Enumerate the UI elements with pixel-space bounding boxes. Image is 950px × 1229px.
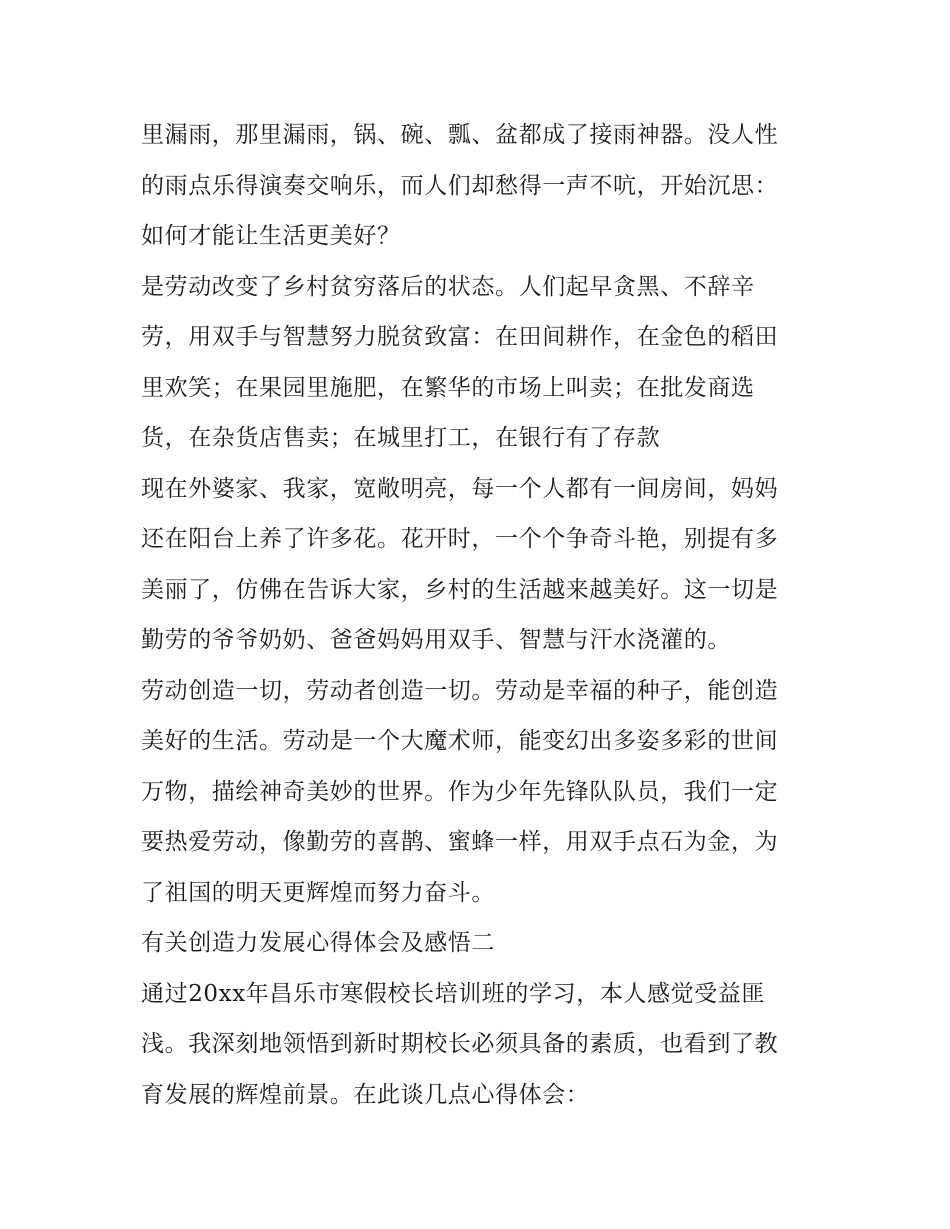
text-line: 通过20xx年昌乐市寒假校长培训班的学习，本人感觉受益匪 bbox=[141, 980, 766, 1007]
text-line: 了祖国的明天更辉煌而努力奋斗。 bbox=[141, 879, 495, 906]
text-line: 要热爱劳动，像勤劳的喜鹊、蜜蜂一样，用双手点石为金，为 bbox=[141, 829, 779, 855]
text-line: 里漏雨，那里漏雨，锅、碗、瓢、盆都成了接雨神器。没人性 bbox=[141, 122, 779, 148]
text-line: 现在外婆家、我家，宽敞明亮，每一个人都有一间房间，妈妈 bbox=[141, 475, 779, 502]
text-line: 如何才能让生活更美好？ bbox=[141, 223, 401, 249]
text-line: 劳，用双手与智慧努力脱贫致富：在田间耕作，在金色的稻田 bbox=[141, 324, 779, 350]
text-line: 育发展的辉煌前景。在此谈几点心得体会： bbox=[141, 1081, 590, 1108]
text-line: 里欢笑；在果园里施肥，在繁华的市场上叫卖；在批发商选 bbox=[141, 374, 755, 401]
document-body bbox=[141, 110, 813, 1120]
text-line: 的雨点乐得演奏交响乐，而人们却愁得一声不吭，开始沉思： bbox=[141, 172, 779, 199]
text-line: 还在阳台上养了许多花。花开时，一个个争奇斗艳，别提有多 bbox=[141, 526, 779, 552]
text-line: 美好的生活。劳动是一个大魔术师，能变幻出多姿多彩的世间 bbox=[141, 728, 779, 754]
text-line: 浅。我深刻地领悟到新时期校长必须具备的素质，也看到了教 bbox=[141, 1031, 779, 1057]
text-line: 是劳动改变了乡村贫穷落后的状态。人们起早贪黑、不辞辛 bbox=[141, 273, 755, 300]
text-line: 勤劳的爷爷奶奶、爸爸妈妈用双手、智慧与汗水浇灌的。 bbox=[141, 627, 731, 653]
text-line: 货，在杂货店售卖；在城里打工，在银行有了存款 bbox=[141, 425, 661, 451]
section-heading: 有关创造力发展心得体会及感悟二 bbox=[141, 930, 495, 956]
text-line: 美丽了，仿佛在告诉大家，乡村的生活越来越美好。这一切是 bbox=[141, 576, 779, 603]
text-line: 劳动创造一切，劳动者创造一切。劳动是幸福的种子，能创造 bbox=[141, 677, 779, 704]
text-line: 万物，描绘神奇美妙的世界。作为少年先锋队队员，我们一定 bbox=[141, 778, 779, 805]
